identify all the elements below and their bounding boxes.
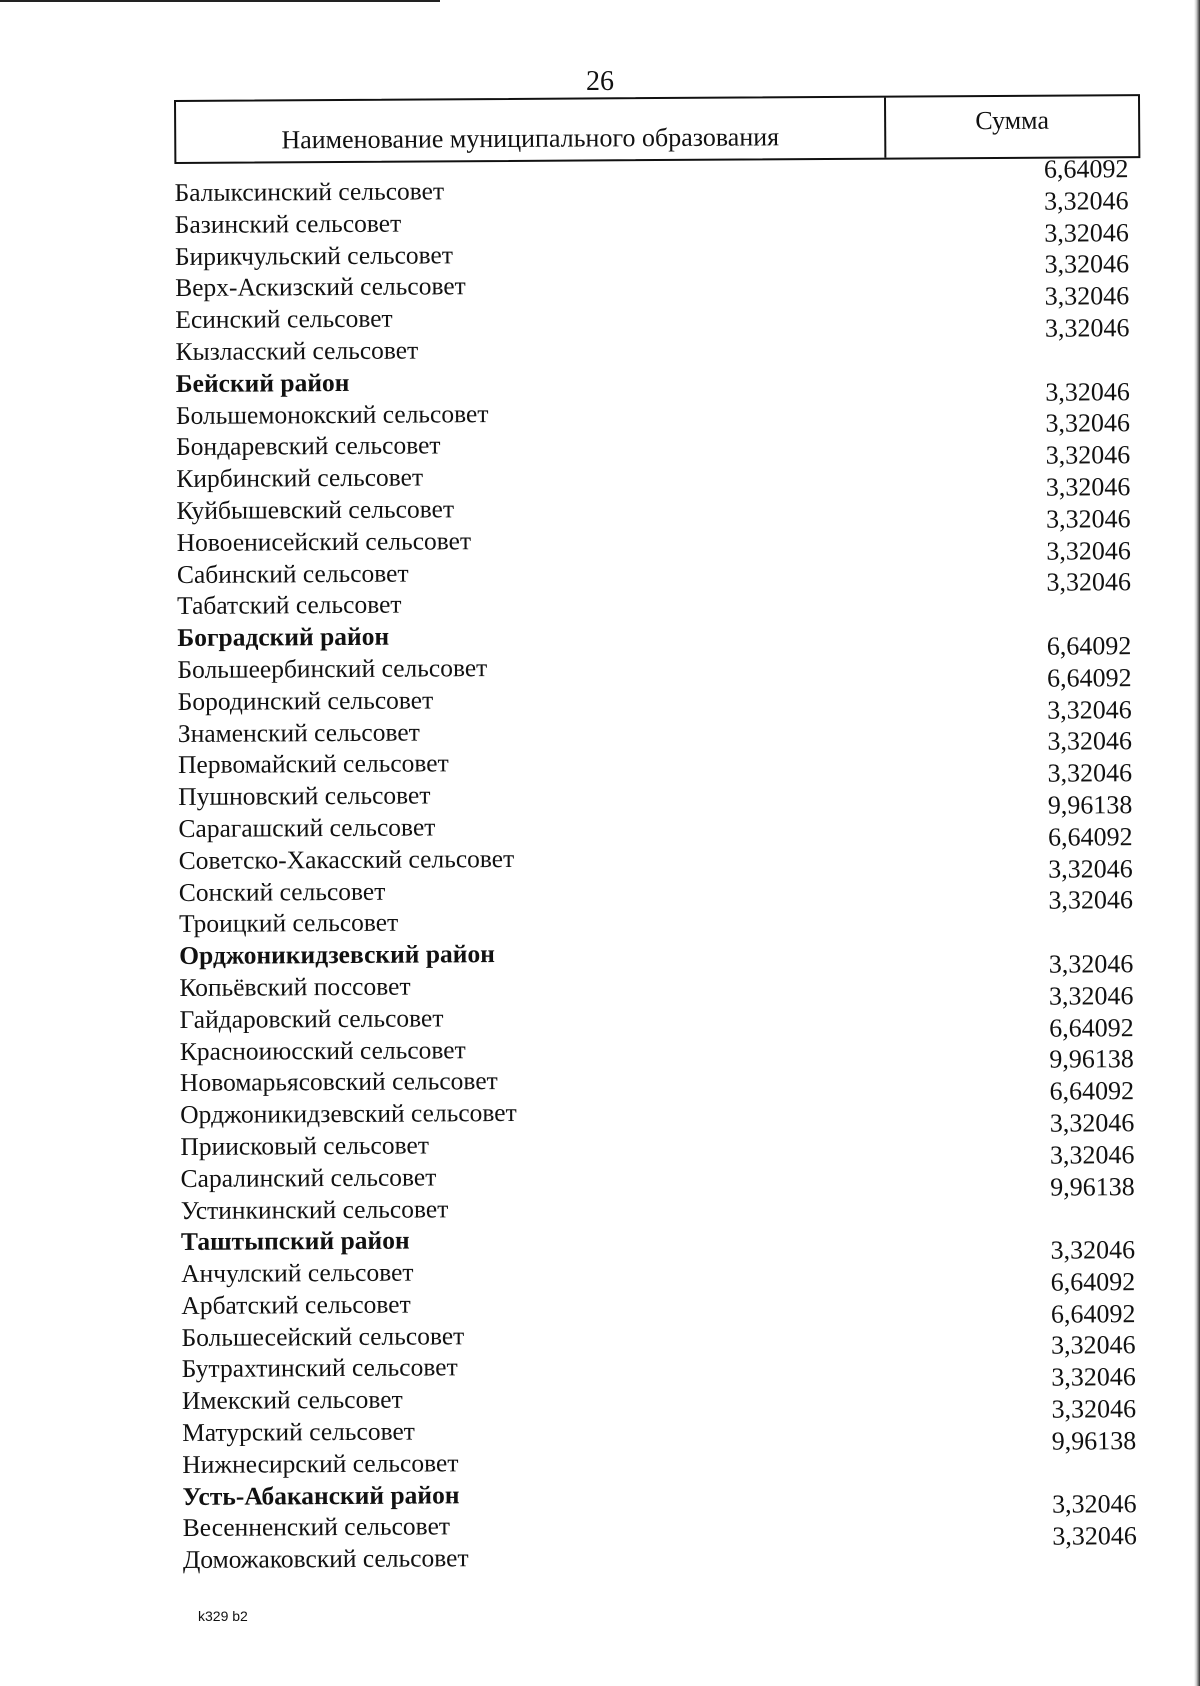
municipality-name: Матурский сельсовет <box>182 1416 415 1448</box>
sum-value: 9,96138 <box>1050 1171 1135 1202</box>
table-body <box>174 154 1149 1575</box>
municipality-name: Троицкий сельсовет <box>178 907 399 939</box>
municipality-name: Большесейский сельсовет <box>181 1320 465 1352</box>
sum-value: 3,32046 <box>1052 1489 1137 1520</box>
municipality-name: Сарагашский сельсовет <box>178 812 436 843</box>
municipality-name: Верх-Аскизский сельсовет <box>175 271 466 303</box>
sum-value: 6,64092 <box>1050 1298 1136 1329</box>
municipality-name: Бирикчульский сельсовет <box>174 239 454 271</box>
sum-value: 3,32046 <box>1045 503 1131 534</box>
sum-value: 3,32046 <box>1045 376 1130 407</box>
sum-value: 3,32046 <box>1044 217 1129 248</box>
sum-value: 6,64092 <box>1049 1076 1135 1106</box>
municipality-name: Большеербинский сельсовет <box>177 653 488 684</box>
district-name: Таштыпский район <box>180 1225 410 1257</box>
allocation-table <box>174 94 1149 1575</box>
municipality-name: Первомайский сельсовет <box>177 748 449 780</box>
sum-value: 3,32046 <box>1048 980 1134 1011</box>
municipality-name: Пушновский сельсовет <box>178 780 431 812</box>
sum-value: 6,64092 <box>1046 631 1132 661</box>
sum-value: 9,96138 <box>1049 1044 1134 1074</box>
municipality-name: Бутрахтинский сельсовет <box>181 1352 458 1384</box>
municipality-name: Весенненский сельсовет <box>182 1511 451 1543</box>
municipality-name: Новоенисейский сельсовет <box>176 525 472 557</box>
municipality-name: Советско-Хакасский сельсовет <box>178 843 515 875</box>
municipality-name: Нижнесирский сельсовет <box>182 1448 459 1479</box>
header-sum-column: Сумма <box>975 105 1050 136</box>
sum-value: 9,96138 <box>1047 790 1133 820</box>
sum-value: 6,64092 <box>1050 1267 1136 1297</box>
municipality-name: Бородинский сельсовет <box>177 685 434 716</box>
municipality-name: Большемонокский сельсовет <box>175 398 489 430</box>
sum-value: 3,32046 <box>1045 472 1131 502</box>
municipality-name: Куйбышевский сельсовет <box>176 494 455 525</box>
sum-value: 3,32046 <box>1051 1394 1137 1424</box>
sum-value: 3,32046 <box>1044 185 1129 216</box>
page-number: 26 <box>586 66 614 97</box>
sum-value: 3,32046 <box>1048 949 1134 979</box>
scan-right-edge <box>1194 0 1200 1686</box>
sum-value: 3,32046 <box>1052 1521 1137 1551</box>
sum-value: 3,32046 <box>1044 249 1130 280</box>
sum-value: 3,32046 <box>1048 885 1133 916</box>
district-name: Орджоникидзевский район <box>179 939 495 971</box>
scan-top-line <box>0 0 440 2</box>
sum-value: 3,32046 <box>1045 440 1131 470</box>
sum-value: 3,32046 <box>1049 1139 1135 1170</box>
municipality-name: Копьёвский поссовет <box>179 971 411 1002</box>
municipality-name: Сабинский сельсовет <box>176 558 409 589</box>
municipality-name: Устинкинский сельсовет <box>180 1193 449 1225</box>
sum-value: 3,32046 <box>1051 1330 1136 1361</box>
sum-value: 3,32046 <box>1046 567 1132 598</box>
sum-value: 6,64092 <box>1049 1012 1134 1043</box>
sum-value: 6,64092 <box>1046 662 1132 693</box>
sum-value: 3,32046 <box>1045 408 1131 439</box>
header-name-column: Наименование муниципального образования <box>176 98 886 162</box>
table-header <box>174 94 1140 164</box>
municipality-name: Кирбинский сельсовет <box>176 462 424 494</box>
sum-value: 3,32046 <box>1047 694 1132 725</box>
municipality-name: Саралинский сельсовет <box>180 1162 437 1193</box>
sum-value: 6,64092 <box>1043 154 1129 184</box>
sum-value: 6,64092 <box>1047 821 1133 852</box>
municipality-name: Балыксинский сельсовет <box>174 176 445 207</box>
municipality-name: Сонский сельсовет <box>178 876 386 907</box>
sum-value: 3,32046 <box>1048 853 1133 884</box>
sum-value: 3,32046 <box>1051 1362 1136 1392</box>
municipality-name: Кызласский сельсовет <box>175 335 419 366</box>
municipality-name: Знаменский сельсовет <box>177 717 420 748</box>
municipality-name: Гайдаровский сельсовет <box>179 1003 444 1034</box>
municipality-name: Орджоникидзевский сельсовет <box>180 1098 517 1130</box>
municipality-name: Имекский сельсовет <box>181 1384 403 1416</box>
sum-value: 3,32046 <box>1047 758 1133 788</box>
municipality-name: Есинский сельсовет <box>175 303 393 335</box>
sum-value: 3,32046 <box>1047 726 1133 757</box>
footer-code: k329 b2 <box>198 1608 248 1624</box>
municipality-name: Доможаковский сельсовет <box>182 1543 469 1575</box>
sum-value: 9,96138 <box>1051 1426 1137 1456</box>
municipality-name: Красноиюсский сельсовет <box>179 1034 466 1066</box>
municipality-name: Табатский сельсовет <box>177 589 402 621</box>
sum-value: 3,32046 <box>1044 281 1130 311</box>
municipality-name: Приисковый сельсовет <box>180 1130 430 1161</box>
municipality-name: Арбатский сельсовет <box>181 1289 411 1320</box>
municipality-name: Новомарьясовский сельсовет <box>179 1066 498 1098</box>
sum-value: 3,32046 <box>1046 535 1131 566</box>
municipality-name: Базинский сельсовет <box>174 208 402 239</box>
sum-value: 3,32046 <box>1049 1108 1135 1138</box>
sum-value: 3,32046 <box>1044 313 1130 343</box>
municipality-name: Бондаревский сельсовет <box>176 430 441 462</box>
district-name: Усть-Абаканский район <box>182 1479 460 1511</box>
district-name: Бейский район <box>175 367 350 398</box>
municipality-name: Анчулский сельсовет <box>181 1257 414 1289</box>
sum-value: 3,32046 <box>1050 1235 1136 1265</box>
district-name: Боградский район <box>177 621 390 653</box>
